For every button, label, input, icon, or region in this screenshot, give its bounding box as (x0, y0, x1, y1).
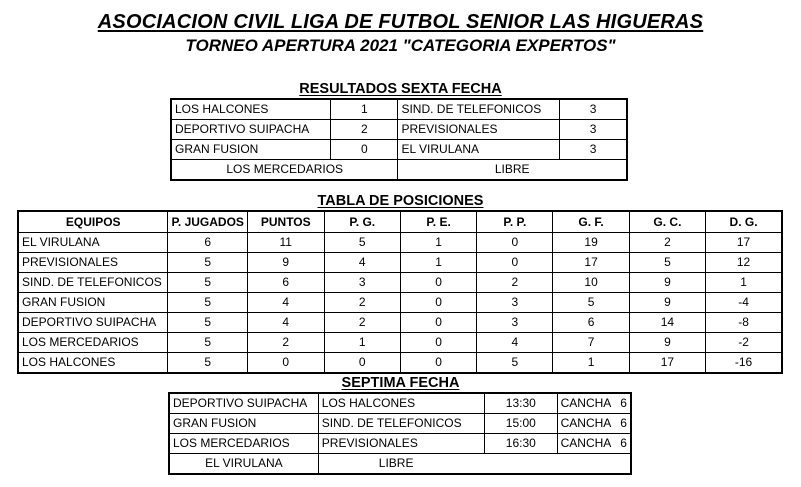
home-team-cell: GRAN FUSION (171, 140, 331, 160)
points-cell: 6 (247, 273, 324, 293)
team-name-cell: DEPORTIVO SUIPACHA (18, 313, 168, 333)
lost-cell: 3 (477, 313, 553, 333)
results-table (170, 98, 628, 181)
drawn-cell: 1 (400, 233, 476, 253)
fixture-team1-cell: GRAN FUSION (169, 414, 318, 434)
results-table-container (170, 98, 628, 181)
goal-difference-cell: 1 (706, 273, 782, 293)
lost-cell: 5 (477, 353, 553, 374)
fixture-time-cell: 15:00 (484, 414, 557, 434)
goals-against-cell: 9 (629, 293, 705, 313)
goals-for-cell: 6 (553, 313, 629, 333)
drawn-cell: 0 (400, 293, 476, 313)
played-cell: 5 (168, 253, 247, 273)
lost-cell: 4 (477, 333, 553, 353)
won-cell: 5 (324, 233, 400, 253)
standings-table (17, 210, 783, 374)
page-subtitle: TORNEO APERTURA 2021 "CATEGORIA EXPERTOS" (185, 36, 616, 55)
field-label: CANCHA (560, 396, 612, 410)
bye-label-cell: LIBRE (398, 160, 627, 181)
field-label: CANCHA (560, 436, 612, 450)
points-cell: 4 (247, 313, 324, 333)
table-row (18, 353, 782, 374)
played-cell: 5 (168, 313, 247, 333)
bye-row (169, 454, 631, 475)
goals-for-cell: 7 (553, 333, 629, 353)
results-section-heading: RESULTADOS SEXTA FECHA (299, 81, 502, 97)
table-row (171, 120, 627, 140)
table-row (169, 434, 631, 454)
goal-difference-cell: -16 (706, 353, 782, 374)
standings-table-head (18, 211, 782, 233)
fixture-field-cell (557, 414, 631, 434)
drawn-cell: 0 (400, 313, 476, 333)
points-cell: 9 (247, 253, 324, 273)
goal-difference-cell: 17 (706, 233, 782, 253)
away-team-cell: PREVISIONALES (398, 120, 560, 140)
page-title: ASOCIACION CIVIL LIGA DE FUTBOL SENIOR LAS HIGUERAS (97, 11, 704, 33)
away-goals-cell: 3 (560, 120, 627, 140)
table-row (18, 273, 782, 293)
team-name-cell: LOS HALCONES (18, 353, 168, 374)
goal-difference-cell: -4 (706, 293, 782, 313)
played-cell: 5 (168, 333, 247, 353)
home-team-cell: LOS HALCONES (171, 99, 331, 120)
page-header (0, 0, 801, 57)
table-row (18, 333, 782, 353)
home-goals-cell: 1 (331, 99, 398, 120)
column-header-pjugados: P. JUGADOS (168, 211, 247, 233)
fixtures-table-body (169, 393, 631, 474)
team-name-cell: GRAN FUSION (18, 293, 168, 313)
column-header-pg: P. G. (324, 211, 400, 233)
standings-table-body (18, 233, 782, 374)
fixture-team1-cell: LOS MERCEDARIOS (169, 434, 318, 454)
played-cell: 5 (168, 273, 247, 293)
fixture-team2-cell: LOS HALCONES (318, 393, 484, 414)
played-cell: 5 (168, 353, 247, 374)
table-row (18, 313, 782, 333)
away-team-cell: EL VIRULANA (398, 140, 560, 160)
bye-team-cell: EL VIRULANA (169, 454, 318, 475)
won-cell: 4 (324, 253, 400, 273)
results-table-body (171, 99, 627, 180)
table-row (169, 393, 631, 414)
won-cell: 2 (324, 293, 400, 313)
home-team-cell: DEPORTIVO SUIPACHA (171, 120, 331, 140)
column-header-pe: P. E. (400, 211, 476, 233)
field-number: 6 (620, 436, 627, 450)
fixtures-table-container (168, 392, 632, 475)
goals-for-cell: 19 (553, 233, 629, 253)
team-name-cell: SIND. DE TELEFONICOS (18, 273, 168, 293)
table-row (18, 253, 782, 273)
table-row (171, 99, 627, 120)
goals-for-cell: 1 (553, 353, 629, 374)
away-team-cell: SIND. DE TELEFONICOS (398, 99, 560, 120)
bye-row (171, 160, 627, 181)
bye-label-cell: LIBRE (318, 454, 631, 475)
field-number: 6 (620, 396, 627, 410)
points-cell: 2 (247, 333, 324, 353)
won-cell: 0 (324, 353, 400, 374)
goals-for-cell: 10 (553, 273, 629, 293)
home-goals-cell: 2 (331, 120, 398, 140)
team-name-cell: PREVISIONALES (18, 253, 168, 273)
column-header-gf: G. F. (553, 211, 629, 233)
field-label: CANCHA (560, 416, 612, 430)
fixture-team2-cell: PREVISIONALES (318, 434, 484, 454)
bye-team-cell: LOS MERCEDARIOS (171, 160, 398, 181)
team-name-cell: EL VIRULANA (18, 233, 168, 253)
goals-for-cell: 5 (553, 293, 629, 313)
away-goals-cell: 3 (560, 99, 627, 120)
goal-difference-cell: -2 (706, 333, 782, 353)
column-header-equipos: EQUIPOS (18, 211, 168, 233)
goals-against-cell: 17 (629, 353, 705, 374)
won-cell: 1 (324, 333, 400, 353)
goal-difference-cell: 12 (706, 253, 782, 273)
lost-cell: 2 (477, 273, 553, 293)
goals-against-cell: 9 (629, 333, 705, 353)
goals-against-cell: 2 (629, 233, 705, 253)
table-row (18, 293, 782, 313)
points-cell: 4 (247, 293, 324, 313)
goal-difference-cell: -8 (706, 313, 782, 333)
fixture-time-cell: 13:30 (484, 393, 557, 414)
drawn-cell: 0 (400, 333, 476, 353)
lost-cell: 0 (477, 233, 553, 253)
table-row (171, 140, 627, 160)
fixture-team1-cell: DEPORTIVO SUIPACHA (169, 393, 318, 414)
points-cell: 11 (247, 233, 324, 253)
fixtures-table (168, 392, 632, 475)
field-number: 6 (620, 416, 627, 430)
goals-for-cell: 17 (553, 253, 629, 273)
team-name-cell: LOS MERCEDARIOS (18, 333, 168, 353)
table-row (169, 414, 631, 434)
standings-section-heading: TABLA DE POSICIONES (317, 193, 484, 209)
drawn-cell: 0 (400, 273, 476, 293)
table-row (18, 233, 782, 253)
goals-against-cell: 5 (629, 253, 705, 273)
won-cell: 3 (324, 273, 400, 293)
drawn-cell: 0 (400, 353, 476, 374)
points-cell: 0 (247, 353, 324, 374)
fixture-field-cell (557, 434, 631, 454)
column-header-dg: D. G. (706, 211, 782, 233)
lost-cell: 0 (477, 253, 553, 273)
won-cell: 2 (324, 313, 400, 333)
away-goals-cell: 3 (560, 140, 627, 160)
goals-against-cell: 9 (629, 273, 705, 293)
column-header-gc: G. C. (629, 211, 705, 233)
column-header-pp: P. P. (477, 211, 553, 233)
column-header-puntos: PUNTOS (247, 211, 324, 233)
drawn-cell: 1 (400, 253, 476, 273)
standings-table-container (17, 210, 783, 374)
fixture-team2-cell: SIND. DE TELEFONICOS (318, 414, 484, 434)
home-goals-cell: 0 (331, 140, 398, 160)
played-cell: 5 (168, 293, 247, 313)
fixture-time-cell: 16:30 (484, 434, 557, 454)
fixture-field-cell (557, 393, 631, 414)
table-header-row (18, 211, 782, 233)
goals-against-cell: 14 (629, 313, 705, 333)
lost-cell: 3 (477, 293, 553, 313)
fixtures-section-heading: SEPTIMA FECHA (341, 375, 460, 391)
played-cell: 6 (168, 233, 247, 253)
